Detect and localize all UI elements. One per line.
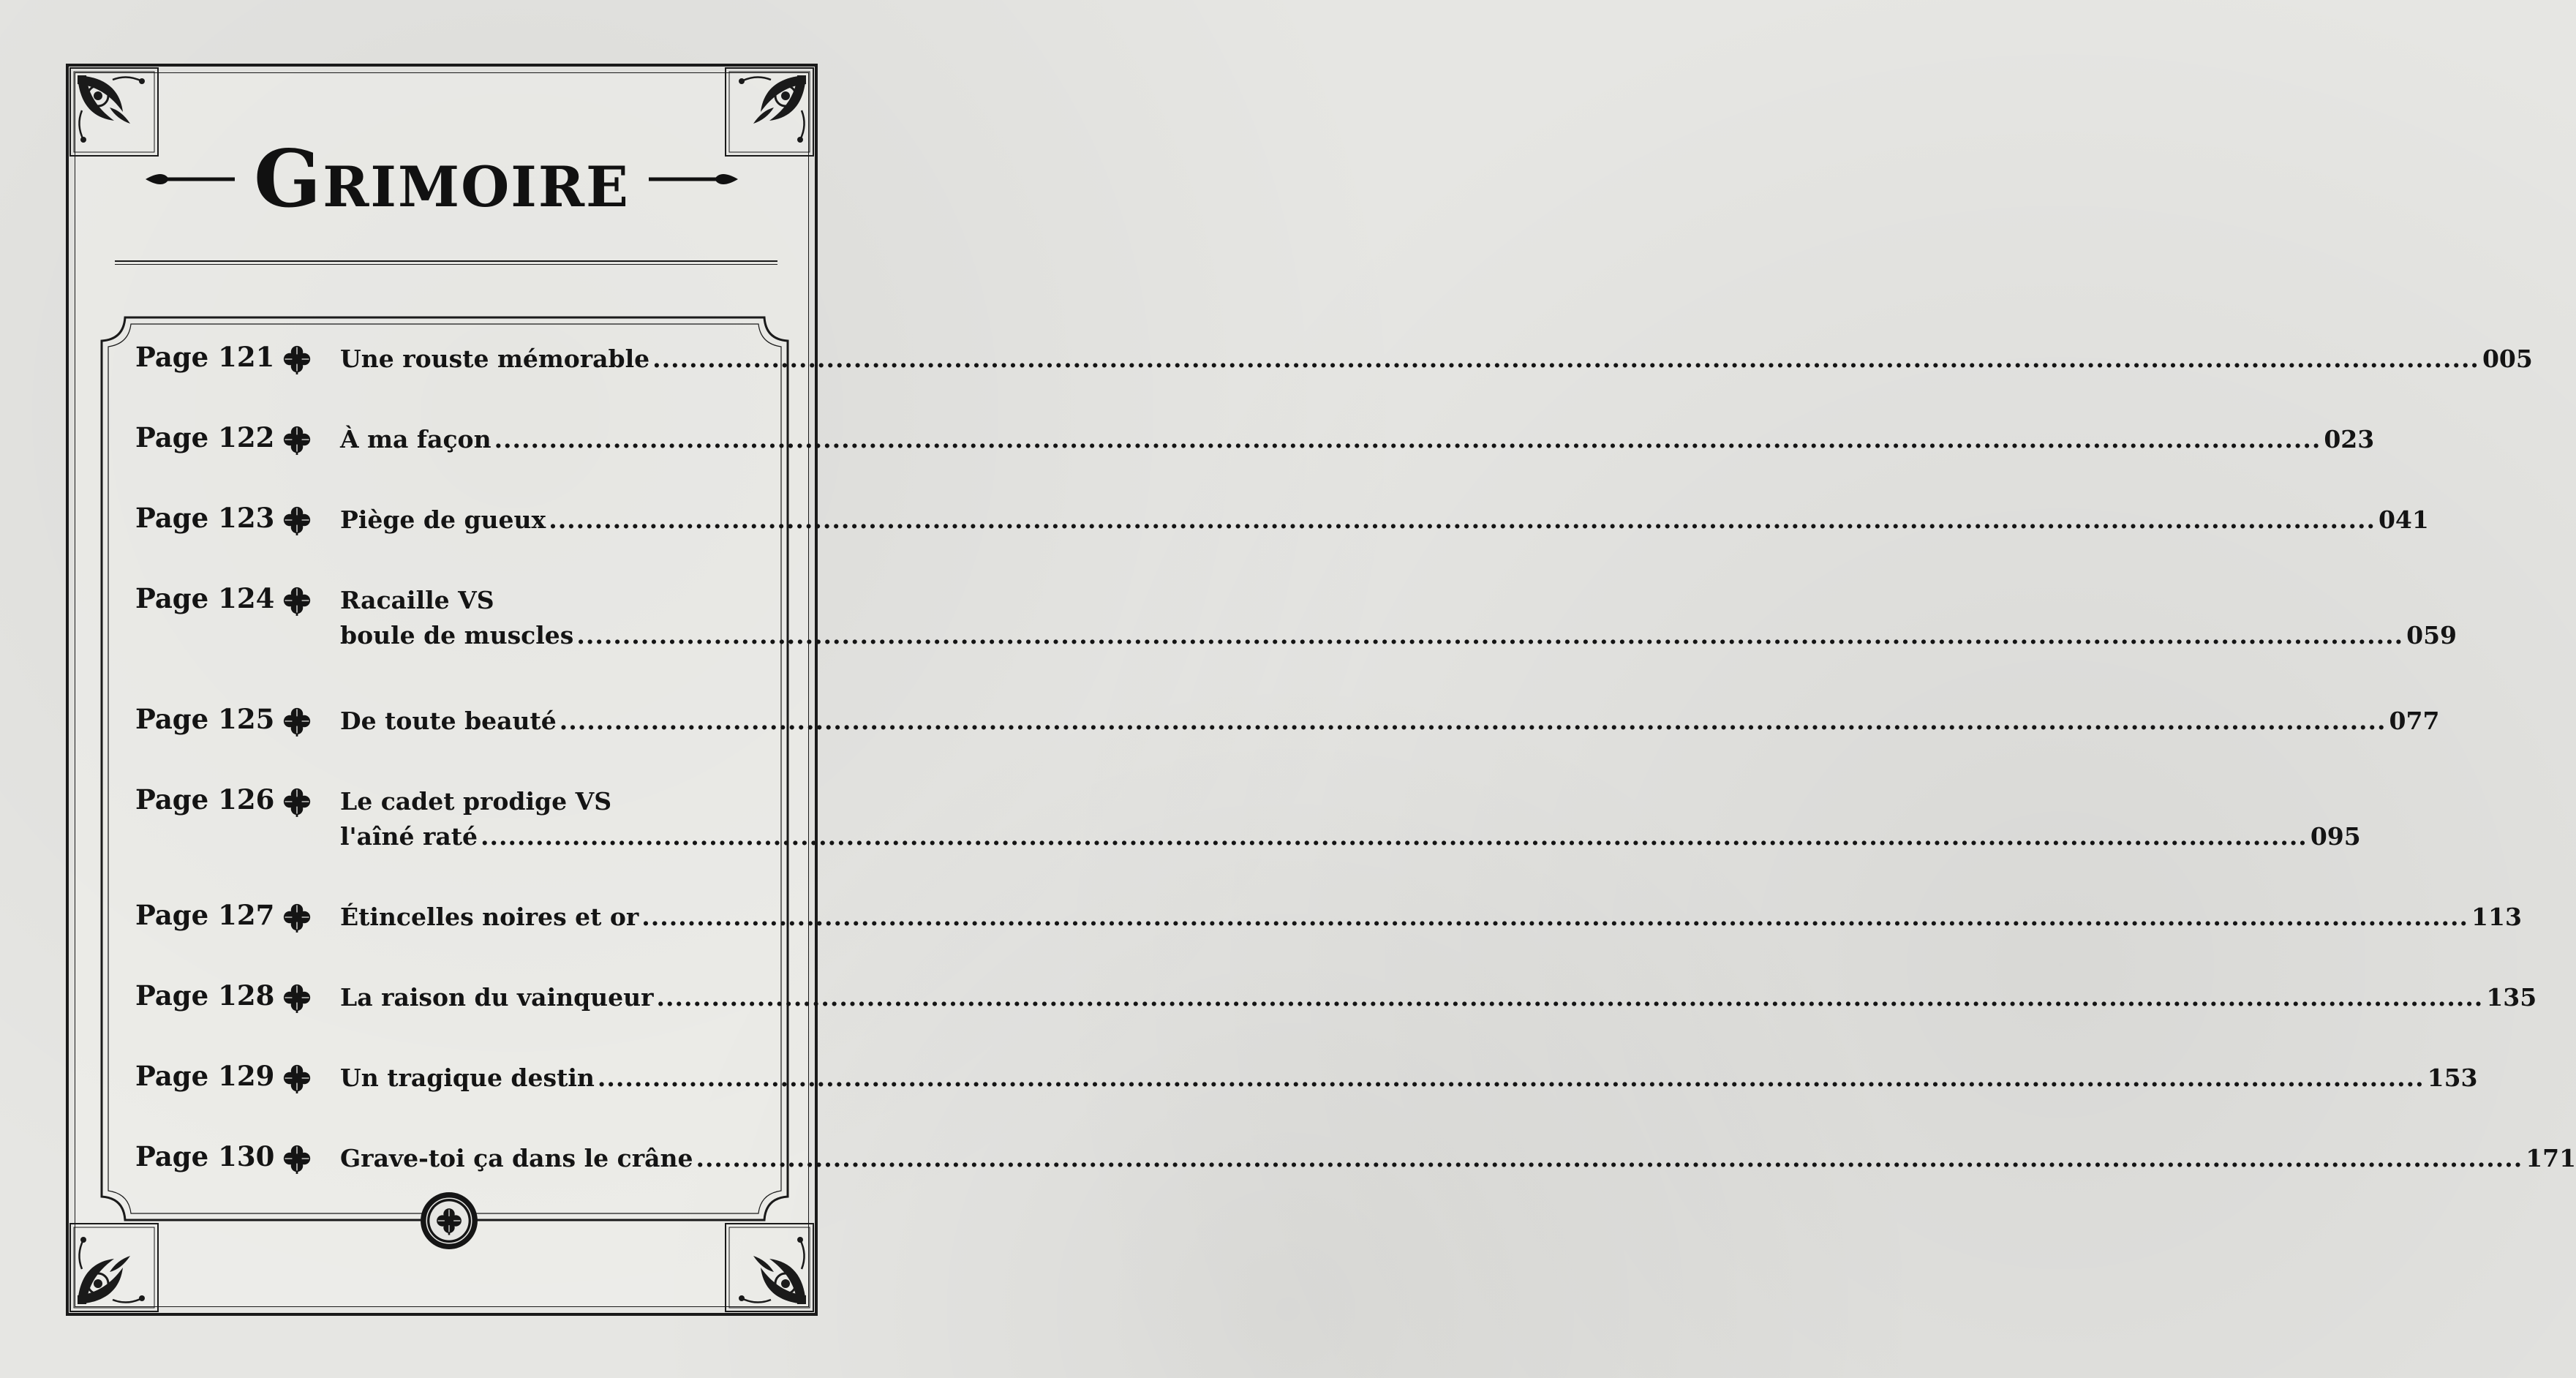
- chapter-title-text: Grave-toi ça dans le crâne: [340, 1144, 693, 1172]
- chapter-number: Page 125: [135, 703, 275, 735]
- dot-leader: ........................................................................................................................................................................................................: [494, 425, 2321, 453]
- clover-icon: [281, 982, 313, 1014]
- chapter-title-text: À ma façon: [340, 425, 492, 453]
- chapter-title: [340, 1061, 2478, 1096]
- page-number: 077: [2389, 707, 2440, 735]
- chapter-title: [340, 583, 2458, 653]
- toc-entry: [135, 340, 2533, 413]
- dot-leader: ........................................................................................................................................................................................................: [549, 505, 2376, 534]
- clover-icon: [281, 705, 313, 737]
- toc-entry: [135, 1059, 2478, 1132]
- clover-icon: [281, 1062, 313, 1094]
- title-divider: [115, 260, 777, 266]
- page-number: 135: [2486, 983, 2537, 1012]
- clover-icon: [281, 786, 313, 818]
- chapter-number: Page 127: [135, 899, 275, 931]
- chapter-number: Page 121: [135, 341, 275, 373]
- clover-icon: [281, 901, 313, 933]
- clover-icon: [281, 584, 313, 617]
- ornate-corner-icon: [724, 1222, 815, 1313]
- dot-leader: ........................................................................................................................................................................................................: [576, 621, 2404, 650]
- page-number: 095: [2310, 822, 2361, 851]
- chapter-title-text: Une rouste mémorable: [340, 344, 650, 373]
- chapter-title: [340, 704, 2440, 739]
- ornate-corner-icon: [69, 1222, 159, 1313]
- chapter-title-line: Le cadet prodige VS: [340, 787, 612, 816]
- dot-leader: ........................................................................................................................................................................................................: [656, 983, 2484, 1012]
- chapter-number: Page 124: [135, 582, 275, 614]
- toc-entry: [135, 702, 2440, 775]
- dot-leader: ........................................................................................................................................................................................................: [597, 1063, 2425, 1092]
- page-number: 153: [2427, 1063, 2478, 1092]
- page-number: 059: [2406, 621, 2458, 650]
- dot-leader: ........................................................................................................................................................................................................: [559, 707, 2387, 735]
- chapter-number: Page 129: [135, 1060, 275, 1092]
- page-number: 113: [2471, 903, 2522, 931]
- chapter-title-text: La raison du vainqueur: [340, 983, 654, 1012]
- chapter-title: [340, 980, 2537, 1015]
- chapter-title: [340, 502, 2429, 538]
- toc-entry: [135, 501, 2429, 574]
- clover-icon: [281, 1142, 313, 1175]
- page-title: Grimoire: [254, 133, 630, 225]
- left-flourish-icon: [143, 163, 238, 195]
- toc-entry: [135, 421, 2375, 494]
- toc-entry: [135, 979, 2537, 1052]
- clover-icon: [281, 504, 313, 536]
- chapter-title: [340, 900, 2522, 935]
- chapter-title-text: Étincelles noires et or: [340, 903, 639, 931]
- chapter-number: Page 122: [135, 421, 275, 453]
- clover-medallion-icon: [419, 1191, 479, 1251]
- chapter-title: [340, 784, 2361, 854]
- dot-leader: ........................................................................................................................................................................................................: [481, 822, 2308, 851]
- dot-leader: ........................................................................................................................................................................................................: [641, 903, 2469, 931]
- right-flourish-icon: [646, 163, 741, 195]
- chapter-title-text: boule de muscles: [340, 621, 574, 650]
- page-number: 023: [2324, 425, 2375, 453]
- chapter-number: Page 130: [135, 1140, 275, 1172]
- chapter-title: [340, 422, 2375, 457]
- chapter-title-text: Piège de gueux: [340, 505, 546, 534]
- dot-leader: ........................................................................................................................................................................................................: [652, 344, 2479, 373]
- chapter-title-text: l'aîné raté: [340, 822, 478, 851]
- page-number: 041: [2378, 505, 2429, 534]
- page-number: 005: [2482, 344, 2533, 373]
- chapter-number: Page 128: [135, 979, 275, 1012]
- toc-entry: [135, 783, 2361, 856]
- chapter-title: [340, 342, 2533, 377]
- chapter-title-text: Un tragique destin: [340, 1063, 595, 1092]
- clover-icon: [281, 343, 313, 375]
- toc-entry: [135, 581, 2458, 655]
- dot-leader: ........................................................................................................................................................................................................: [696, 1144, 2523, 1172]
- chapter-number: Page 126: [135, 783, 275, 816]
- page-number: 171: [2526, 1144, 2576, 1172]
- chapter-title: [340, 1141, 2576, 1176]
- chapter-title-text: De toute beauté: [340, 707, 557, 735]
- title-row: [102, 113, 781, 245]
- toc-entry: [135, 898, 2522, 971]
- chapter-number: Page 123: [135, 502, 275, 534]
- chapter-title-line: Racaille VS: [340, 586, 494, 614]
- clover-icon: [281, 423, 313, 456]
